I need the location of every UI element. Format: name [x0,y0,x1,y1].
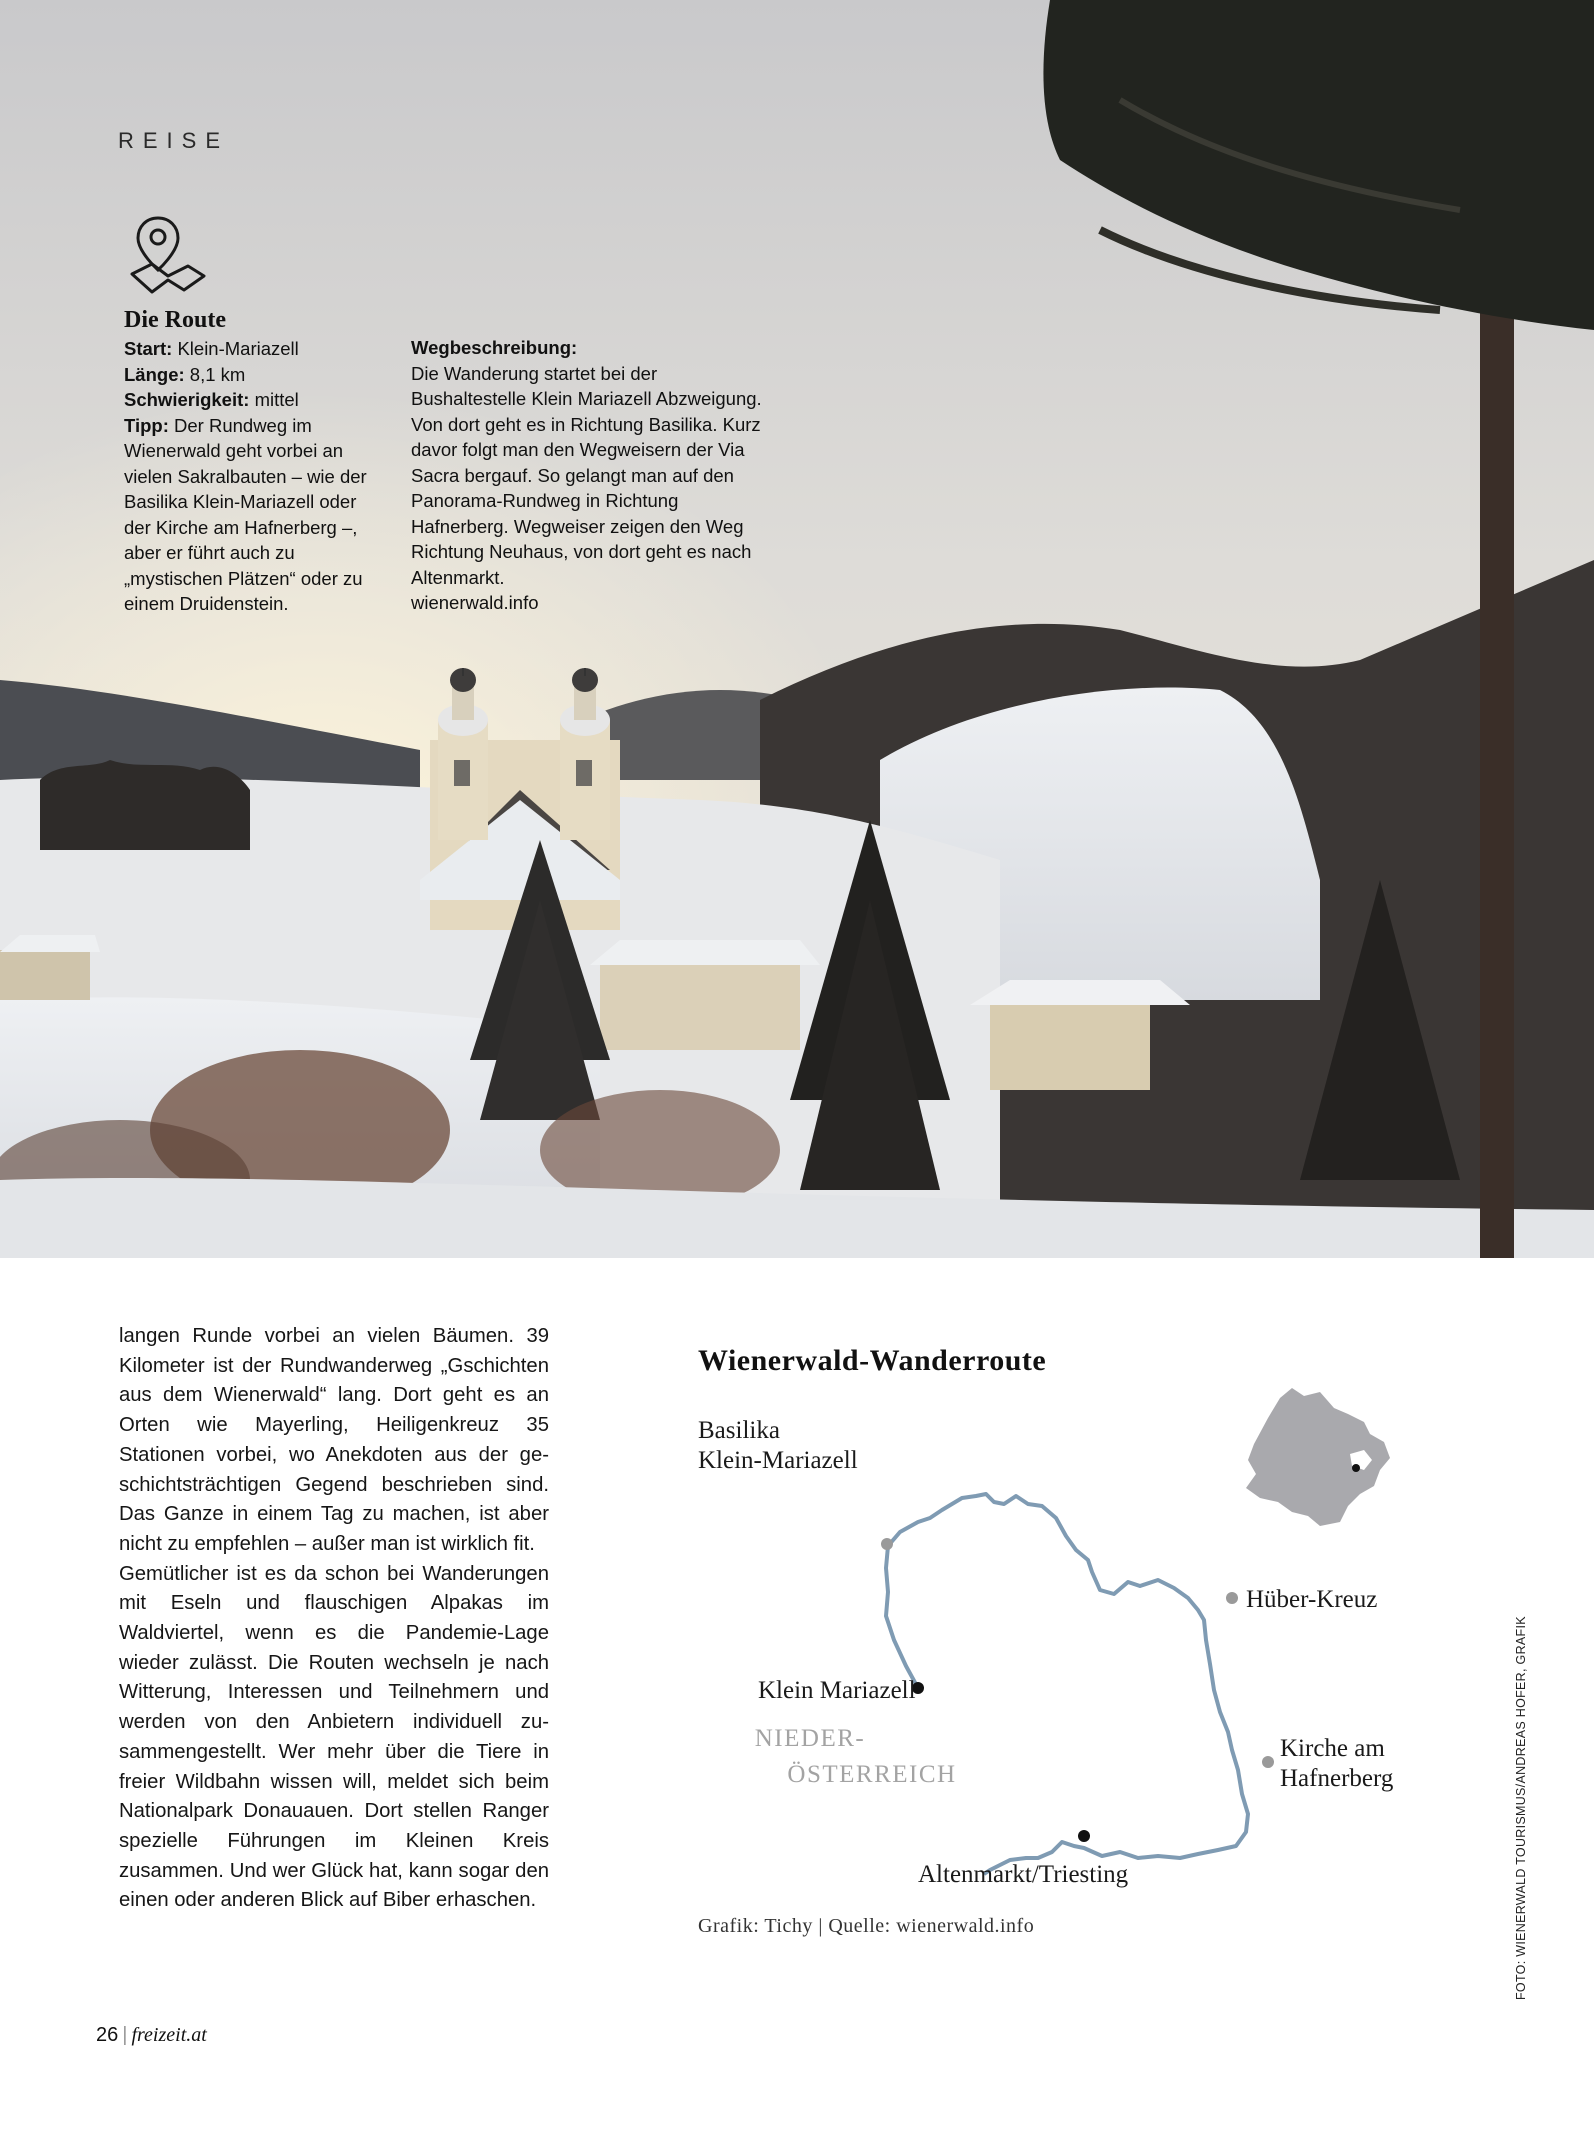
article-paragraph-2: Gemütlicher ist es da schon bei Wanderungen mit Eseln und flauschigen Alpakas im Waldviertel, wenn es die Pandemie-Lage wieder zulässt. Die Routen wechseln je nach Witterung, Interessen und Teilnehmern und werden von den Anbietern individuell zusammengestellt. Wer mehr über die Tiere in freier Wildbahn wissen will, meldet sich beim Nationalpark Donauauen. Dort stellen Ranger spezielle Führungen im Kleinen Kreis zusammen. Und wer Glück hat, kann sogar den einen oder anderen Blick auf Biber erhaschen. [119,1562,549,1912]
page-number: 26 [96,2024,119,2046]
route-tip-label: Tipp: [124,414,169,436]
photo-credit: FOTO: WIENERWALD TOURISMUS/ANDREAS HOFER, GRAFIK [1514,1616,1528,2000]
waypoint-hueber-kreuz [1226,1592,1238,1604]
label-klein-mariazell: Klein Mariazell [758,1677,916,1704]
route-start-label: Start: [124,338,173,359]
route-start-value: Klein-Mariazell [177,338,299,359]
label-region-line2: ÖSTERREICH [787,1761,957,1788]
page-footer [96,2024,207,2047]
article-paragraph-1: langen Runde vorbei an vielen Bäumen. 39 Kilometer ist der Rundwanderweg „Gschichten aus dem Wienerwald“ lang. Dort geht es an Orten wie Mayerling, Heiligenkreuz 35 Stationen vorbei, wo Anekdoten aus der geschichtsträchtigen Gegend beschrieben sind. Das Ganze in einem Tag zu machen, ist aber nicht zu empfehlen – außer man ist wirklich fit. [119,1325,549,1555]
label-basilika-line2: Klein-Mariazell [698,1447,858,1474]
route-length-label: Länge: [124,363,185,385]
directions-text: Die Wanderung startet bei der Bushaltestelle Klein Mariazell Abzweigung. Von dort geht es in Richtung Basilika. Kurz davor folgt man den Wegweisern der Via Sacra bergauf. So gelangt man auf den Panorama-Rundweg in Richtung Hafnerberg. Wegweiser zeigen den Weg Richtung Neuhaus, von dort geht es nach Altenmarkt. [411,362,762,588]
route-difficulty [124,387,386,413]
footer-site[interactable]: freizeit.at [131,2024,207,2046]
waypoint-kirche [1262,1756,1274,1768]
route-length [124,362,386,388]
article-body [119,1322,549,1916]
label-altenmarkt: Altenmarkt/Triesting [918,1861,1129,1888]
inset-location-dot [1352,1464,1360,1472]
directions-title: Wegbeschreibung: [411,337,578,358]
label-basilika-line1: Basilika [698,1417,780,1444]
section-label: REISE [118,128,230,153]
directions-box [411,335,766,616]
endpoint-altenmarkt [1078,1830,1090,1842]
map-title: Wienerwald-Wanderroute [698,1344,1047,1377]
route-tip-value: Der Rundweg im Wienerwald geht vorbei an vielen Sakralbauten – wie der Basilika Klein-Mariazell oder der Kirche am Hafnerberg –, aber er führt auch zu „mystischen Plätzen“ oder zu einem Druidenstein. [124,414,367,614]
label-kirche-line2: Hafnerberg [1280,1765,1394,1792]
route-info-box [124,306,386,617]
route-start [124,336,386,362]
label-kirche-line1: Kirche am [1280,1735,1385,1762]
label-hueber-kreuz: Hüber-Kreuz [1246,1586,1378,1613]
route-difficulty-label: Schwierigkeit: [124,389,250,410]
label-region-line1: NIEDER- [754,1725,866,1752]
route-title: Die Route [124,307,226,333]
route-map-graphic [680,1310,1440,1950]
route-length-value: 8,1 km [189,363,246,385]
route-tip [124,413,386,617]
footer-separator: | [122,2024,128,2046]
route-line [886,1494,1248,1874]
route-difficulty-value: mittel [254,389,299,410]
map-credit: Grafik: Tichy | Quelle: wienerwald.info [698,1915,1035,1937]
directions-link[interactable]: wienerwald.info [411,592,539,613]
map-pin-icon [128,212,208,296]
route-map [680,1310,1440,1950]
waypoint-basilika [881,1538,893,1550]
